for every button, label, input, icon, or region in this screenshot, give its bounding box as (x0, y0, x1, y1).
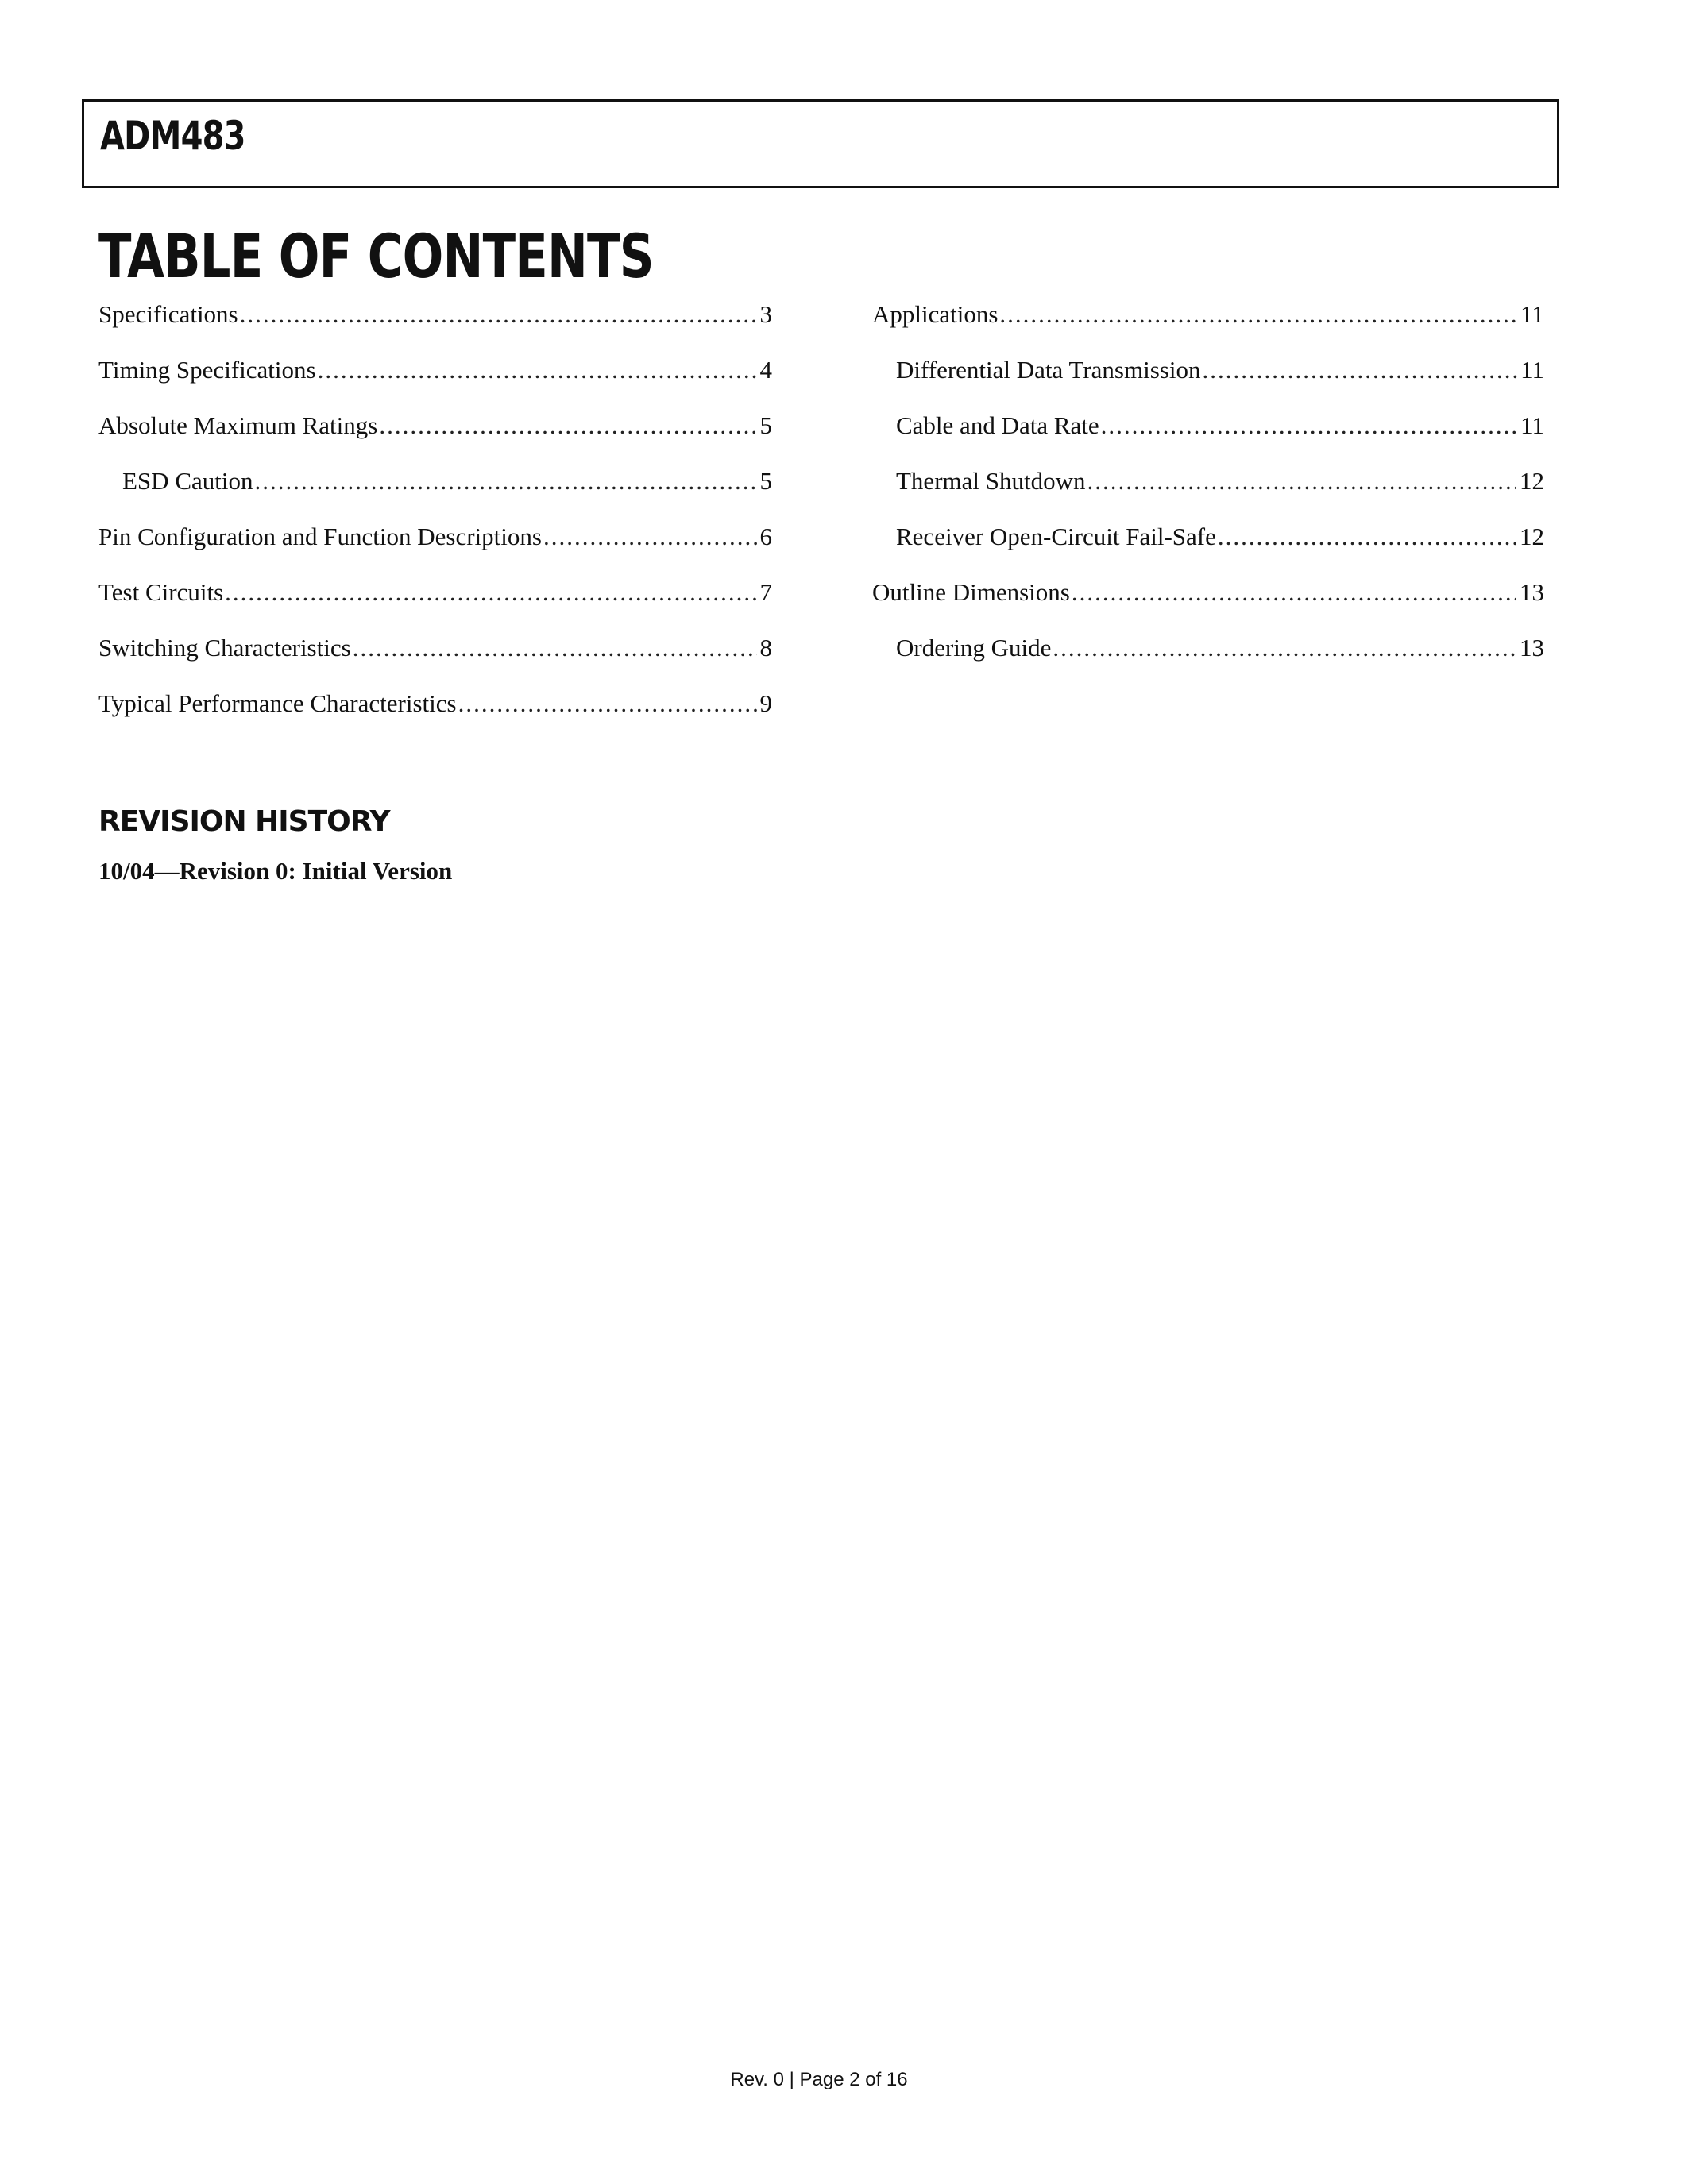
toc-entry-page: 6 (759, 523, 772, 550)
toc-dot-leader (225, 578, 756, 607)
toc-dot-leader (1101, 411, 1517, 440)
revision-history-heading: REVISION HISTORY (98, 805, 390, 838)
page-footer: Rev. 0 | Page 2 of 16 (730, 2069, 908, 2090)
toc-entry-label: Test Circuits (98, 578, 224, 606)
toc-entry[interactable] (872, 411, 1544, 467)
toc-entry[interactable] (872, 356, 1544, 411)
toc-entry-label: Differential Data Transmission (896, 356, 1201, 384)
toc-entry-page: 7 (759, 578, 772, 606)
toc-entry[interactable] (872, 300, 1544, 356)
toc-dot-leader (254, 467, 756, 496)
toc-entry-page: 8 (759, 634, 772, 662)
toc-entry[interactable] (98, 356, 772, 411)
toc-dot-leader (1218, 523, 1516, 551)
toc-entry-page: 11 (1520, 411, 1544, 439)
toc-entry-page: 12 (1520, 523, 1544, 550)
toc-entry-page: 4 (759, 356, 772, 384)
toc-entry-page: 5 (759, 411, 772, 439)
toc-dot-leader (1072, 578, 1516, 607)
toc-entry-label: Receiver Open-Circuit Fail-Safe (896, 523, 1216, 550)
toc-entry-page: 11 (1520, 300, 1544, 328)
toc-entry[interactable] (872, 578, 1544, 634)
toc-entry-label: Typical Performance Characteristics (98, 689, 457, 717)
toc-dot-leader (999, 300, 1517, 329)
toc-entry-page: 9 (759, 689, 772, 717)
toc-entry-label: Absolute Maximum Ratings (98, 411, 378, 439)
toc-column-right (872, 300, 1544, 689)
toc-entry-page: 11 (1520, 356, 1544, 384)
toc-entry-label: Cable and Data Rate (896, 411, 1099, 439)
toc-dot-leader (318, 356, 757, 384)
toc-dot-leader (240, 300, 757, 329)
toc-dot-leader (379, 411, 756, 440)
toc-entry[interactable] (98, 523, 772, 578)
part-number: ADM483 (100, 113, 245, 159)
toc-entry[interactable] (98, 300, 772, 356)
revision-entry: 10/04—Revision 0: Initial Version (98, 857, 453, 885)
toc-entry-label: ESD Caution (122, 467, 253, 495)
toc-entry[interactable] (872, 467, 1544, 523)
toc-dot-leader (353, 634, 757, 662)
toc-entry[interactable] (98, 411, 772, 467)
toc-entry-label: Ordering Guide (896, 634, 1052, 662)
toc-entry-page: 5 (759, 467, 772, 495)
toc-entry-label: Specifications (98, 300, 238, 328)
toc-entry[interactable] (98, 689, 772, 745)
toc-entry-label: Switching Characteristics (98, 634, 351, 662)
toc-entry-page: 13 (1520, 634, 1544, 662)
toc-entry-page: 12 (1520, 467, 1544, 495)
toc-entry[interactable] (872, 634, 1544, 689)
toc-entry[interactable] (98, 634, 772, 689)
toc-dot-leader (1053, 634, 1516, 662)
toc-entry[interactable] (872, 523, 1544, 578)
toc-entry-label: Pin Configuration and Function Descriptions (98, 523, 542, 550)
toc-dot-leader (1202, 356, 1517, 384)
toc-entry-page: 3 (759, 300, 772, 328)
toc-entry-label: Thermal Shutdown (896, 467, 1086, 495)
toc-title: TABLE OF CONTENTS (98, 221, 654, 291)
toc-entry-page: 13 (1520, 578, 1544, 606)
toc-column-left (98, 300, 772, 745)
toc-dot-leader (1087, 467, 1517, 496)
header-box (82, 99, 1559, 188)
toc-entry-label: Applications (872, 300, 999, 328)
toc-dot-leader (543, 523, 757, 551)
toc-entry[interactable] (98, 578, 772, 634)
toc-entry-label: Outline Dimensions (872, 578, 1070, 606)
toc-dot-leader (458, 689, 757, 718)
toc-entry[interactable] (98, 467, 772, 523)
toc-entry-label: Timing Specifications (98, 356, 316, 384)
